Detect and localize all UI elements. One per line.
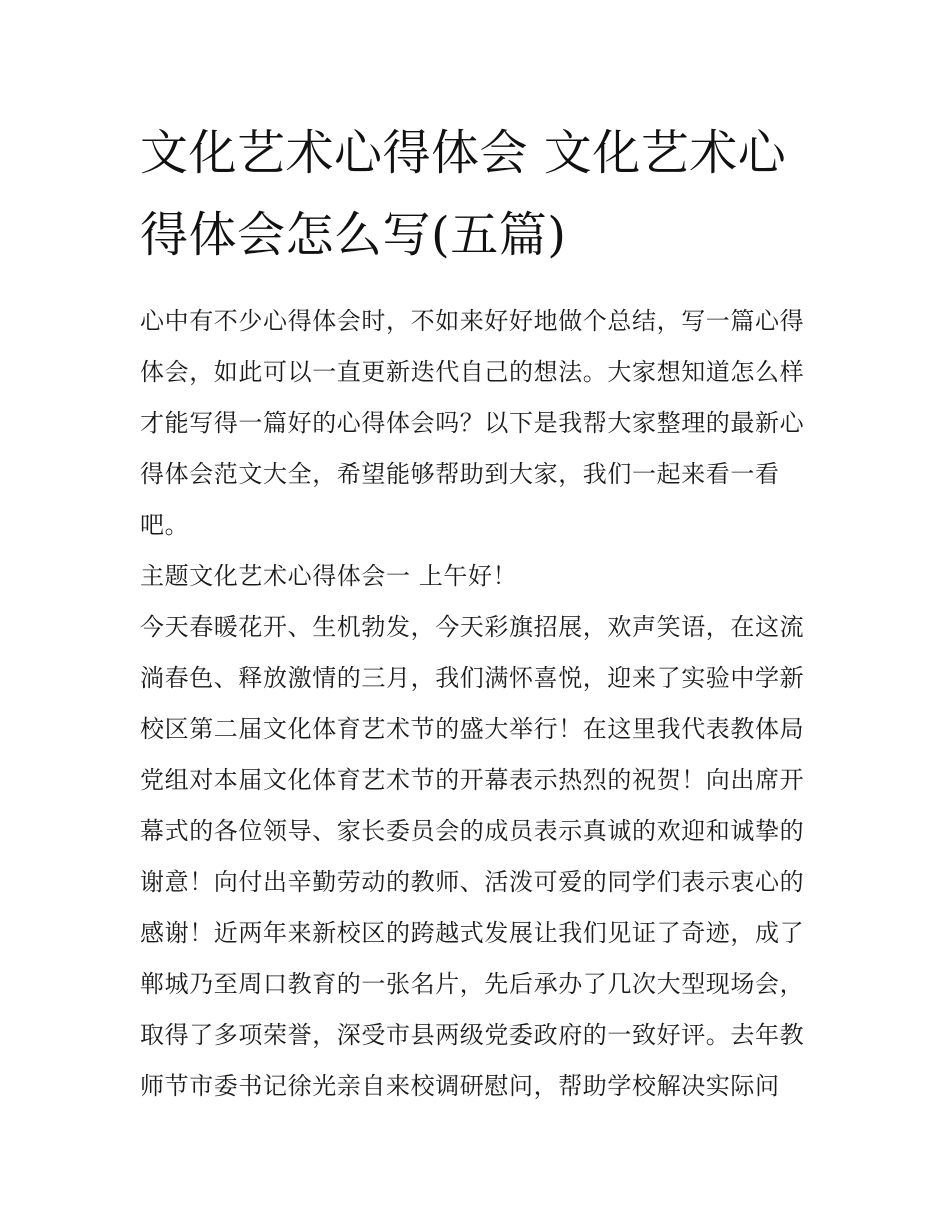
- text-line: 党组对本届文化体育艺术节的开幕表示热烈的祝贺！向出席开: [140, 766, 805, 794]
- text-line: 吧。: [140, 511, 190, 539]
- text-line: 郸城乃至周口教育的一张名片，先后承办了几次大型现场会，: [140, 970, 805, 998]
- text-line: 才能写得一篇好的心得体会吗？以下是我帮大家整理的最新心: [140, 409, 805, 437]
- text-line: 得体会范文大全，希望能够帮助到大家，我们一起来看一看: [140, 460, 780, 488]
- text-line: 谢意！向付出辛勤劳动的教师、活泼可爱的同学们表示衷心的: [140, 868, 805, 896]
- text-line: 主题文化艺术心得体会一 上午好！: [140, 562, 518, 590]
- text-line: 淌春色、释放激情的三月，我们满怀喜悦，迎来了实验中学新: [140, 664, 805, 692]
- text-line: 体会，如此可以一直更新迭代自己的想法。大家想知道怎么样: [140, 358, 805, 386]
- text-line: 心中有不少心得体会时，不如来好好地做个总结，写一篇心得: [140, 307, 805, 335]
- speech-paragraph: [140, 602, 820, 1112]
- text-line: 幕式的各位领导、家长委员会的成员表示真诚的欢迎和诚挚的: [140, 817, 805, 845]
- title-line: 得体会怎么写(五篇): [140, 207, 567, 263]
- document-title: [140, 112, 820, 276]
- text-line: 师节市委书记徐光亲自来校调研慰问，帮助学校解决实际问: [140, 1072, 780, 1100]
- section-heading-paragraph: [140, 551, 820, 602]
- title-line: 文化艺术心得体会 文化艺术心: [140, 125, 787, 181]
- text-line: 取得了多项荣誉，深受市县两级党委政府的一致好评。去年教: [140, 1021, 805, 1049]
- text-line: 今天春暖花开、生机勃发，今天彩旗招展，欢声笑语，在这流: [140, 613, 805, 641]
- text-line: 校区第二届文化体育艺术节的盛大举行！在这里我代表教体局: [140, 715, 805, 743]
- document-page: [140, 112, 820, 1112]
- text-line: 感谢！近两年来新校区的跨越式发展让我们见证了奇迹，成了: [140, 919, 805, 947]
- document-body: [140, 296, 820, 1112]
- intro-paragraph: [140, 296, 820, 551]
